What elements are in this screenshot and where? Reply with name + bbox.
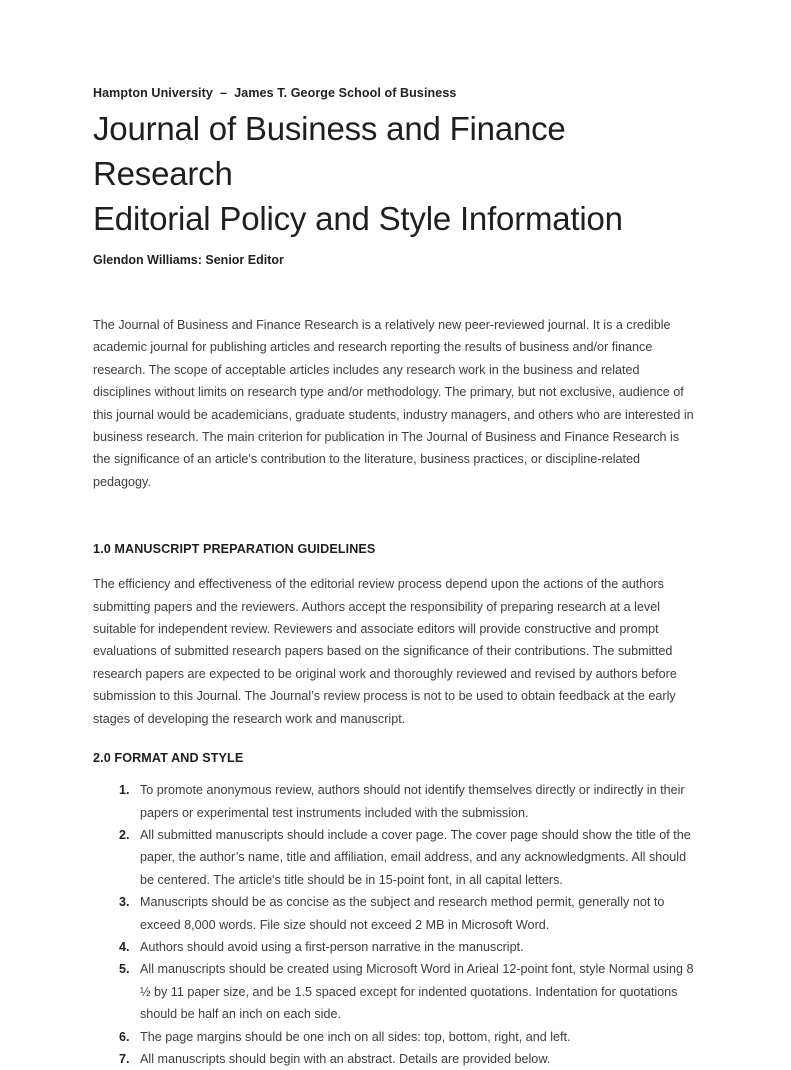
section-body-manuscript-preparation: The efficiency and effectiveness of the editorial review process depend upon the actions of the authors submitting papers and the reviewers. Authors accept the responsibility of preparing research at a level suitable for independent review. Reviewers and associate editors will provide constructive and prompt evaluations of submitted research papers based on the significance of their contributions. The submitted research papers are expected to be original work and thoroughly reviewed and revised by authors before submission to this Journal. The Journal’s review process is not to be used to obtain feedback at the early stages of developing the research work and manuscript. (93, 577, 677, 726)
institution-kicker: Hampton University – James T. George School of Business (93, 86, 457, 100)
page-title-line-2: Editorial Policy and Style Information (93, 200, 623, 237)
list-item: The page margins should be one inch on all sides: top, bottom, right, and left. (140, 1029, 571, 1044)
list-item: All submitted manuscripts should include a cover page. The cover page should show the title of the paper, the author’s name, title and affiliation, email address, and any acknowledgments. All should be centered. The article's title should be in 15-point font, in all capital letters. (140, 827, 691, 887)
list-item: Manuscripts should be as concise as the subject and research method permit, generally not to exceed 8,000 words. File size should not exceed 2 MB in Microsoft Word. (140, 895, 665, 932)
section-heading-manuscript-preparation: 1.0 MANUSCRIPT PREPARATION GUIDELINES (93, 542, 376, 557)
list-item: All manuscripts should be created using Microsoft Word in Arieal 12-point font, style Normal using 8 ½ by 11 paper size, and be 1.5 spaced except for indented quotations. Indentation for quotations should be half an inch on each side. (140, 962, 694, 1022)
page-title-line-1: Journal of Business and Finance Research (93, 110, 566, 192)
intro-paragraph: The Journal of Business and Finance Research is a relatively new peer-reviewed journal. It is a credible academic journal for publishing articles and research reporting the results of business and/or finance research. The scope of acceptable articles includes any research work in the business and related disciplines without limits on research type and/or methodology. The primary, but not exclusive, audience of this journal would be academicians, graduate students, industry managers, and others who are interested in business research. The main criterion for publication in The Journal of Business and Finance Research is the significance of an article's contribution to the literature, business practices, or discipline-related pedagogy. (93, 318, 694, 489)
list-item: To promote anonymous review, authors should not identify themselves directly or indirectly in their papers or experimental test instruments included with the submission. (140, 783, 685, 820)
list-item: All manuscripts should begin with an abstract. Details are provided below. (140, 1051, 551, 1066)
editor-byline: Glendon Williams: Senior Editor (93, 253, 284, 267)
page-title (93, 106, 697, 241)
section-heading-format-and-style: 2.0 FORMAT AND STYLE (93, 751, 244, 766)
list-item: Authors should avoid using a first-person narrative in the manuscript. (140, 939, 524, 954)
format-style-list (93, 779, 697, 1070)
